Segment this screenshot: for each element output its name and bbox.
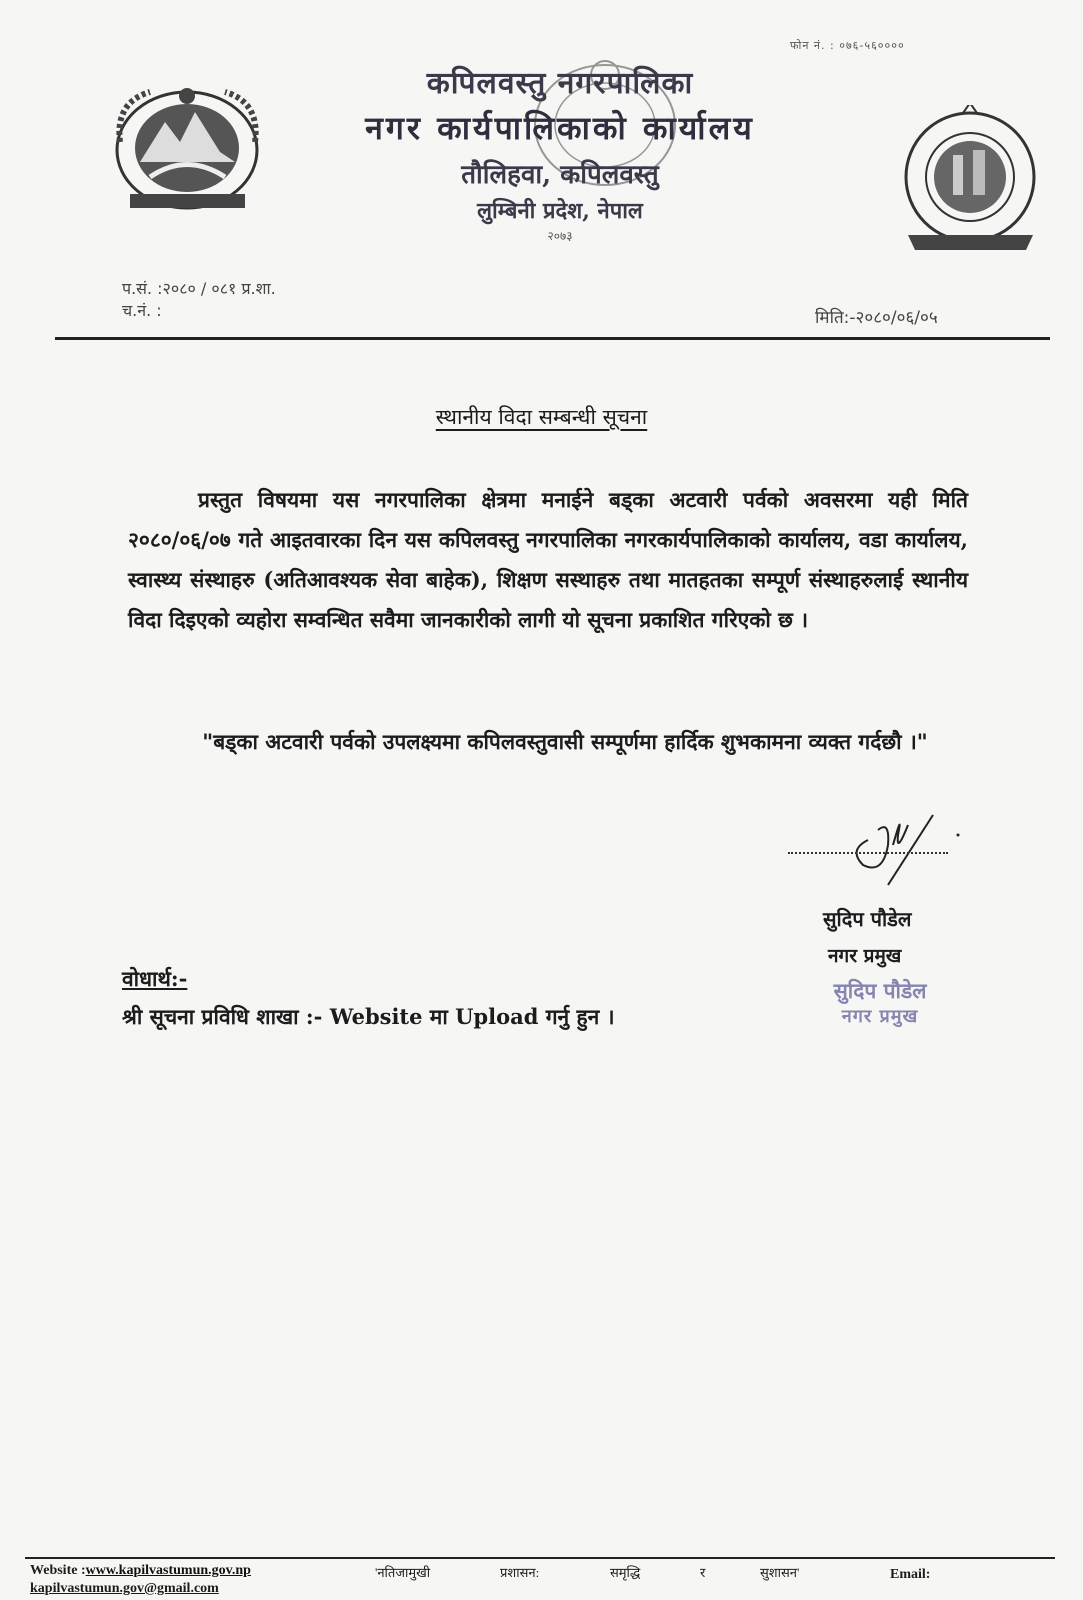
patra-sankhya: प.सं. :२०८० / ०८१ प्र.शा. — [122, 279, 276, 298]
stamp-name: सुदिप पौडेल — [833, 979, 927, 1003]
municipality-seal-icon — [898, 105, 1048, 265]
website-label: Website : — [30, 1563, 86, 1578]
email-label: Email: — [890, 1567, 931, 1582]
footer-divider — [25, 1557, 1055, 1559]
slogan-part-4: र — [700, 1565, 706, 1580]
municipality-name: कपिलवस्तु नगरपालिका — [426, 66, 694, 101]
greeting-quote: "बड्का अटवारी पर्वको उपलक्ष्यमा कपिलवस्तुवासी सम्पूर्णमा हार्दिक शुभकामना व्यक्त गर्दछौ ।" — [202, 729, 928, 754]
bodhartha-label: वोधार्थ:- — [122, 966, 188, 991]
letter-date: मिति:-२०८०/०६/०५ — [815, 308, 938, 328]
email-link[interactable]: kapilvastumun.gov@gmail.com — [30, 1581, 219, 1596]
reference-block — [122, 278, 276, 322]
header-divider — [55, 337, 1050, 340]
chalani-number: च.नं. : — [122, 301, 162, 320]
stamp-title: नगर प्रमुख — [841, 1006, 919, 1027]
website-link[interactable]: www.kapilvastumun.gov.np — [85, 1563, 251, 1578]
office-address: तौलिहवा, कपिलवस्तु — [461, 160, 659, 190]
notice-subject — [0, 403, 1083, 431]
signatory-title: नगर प्रमुख — [828, 945, 902, 967]
slogan-part-3: समृद्धि — [610, 1565, 641, 1580]
office-name: नगर कार्यपालिकाको कार्यालय — [365, 109, 755, 147]
established-year: २०७३ — [547, 229, 573, 243]
slogan-part-5: सुशासन' — [760, 1565, 800, 1580]
signature-stamp — [800, 978, 960, 1030]
province-name: लुम्बिनी प्रदेश, नेपाल — [477, 198, 643, 224]
letterhead — [250, 55, 870, 244]
nepal-emblem-icon — [110, 82, 265, 217]
signatory-name: सुदिप पौडेल — [823, 907, 912, 931]
subject-text: स्थानीय विदा सम्बन्धी सूचना — [435, 405, 648, 429]
bodhartha-text: श्री सूचना प्रविधि शाखा :- Website मा Upload गर्नु हुन । — [122, 1004, 615, 1029]
signature-scribble-icon — [838, 790, 988, 900]
phone-number: फोन नं. : ०७६-५६०००० — [790, 39, 905, 52]
signature-line — [788, 852, 948, 854]
footer — [30, 1563, 1060, 1596]
notice-body: प्रस्तुत विषयमा यस नगरपालिका क्षेत्रमा मनाईने बड्का अटवारी पर्वको अवसरमा यही मिति २०८०/०६/०७ गते आइतवारका दिन यस कपिलवस्तु नगरपालिका नगरकार्यपालिकाको कार्यालय, वडा कार्यालय, स्वास्थ्य संस्थाहरु (अतिआवश्यक सेवा बाहेक), शिक्षण सस्थाहरु तथा मातहतका सम्पूर्ण संस्थाहरुलाई स्थानीय विदा दिइएको व्यहोरा सम्वन्धित सवैमा जानकारीको लागी यो सूचना प्रकाशित गरिएको छ । — [128, 487, 968, 632]
slogan-part-2: प्रशासन: — [500, 1565, 540, 1580]
slogan-part-1: 'नतिजामुखी — [375, 1565, 431, 1580]
